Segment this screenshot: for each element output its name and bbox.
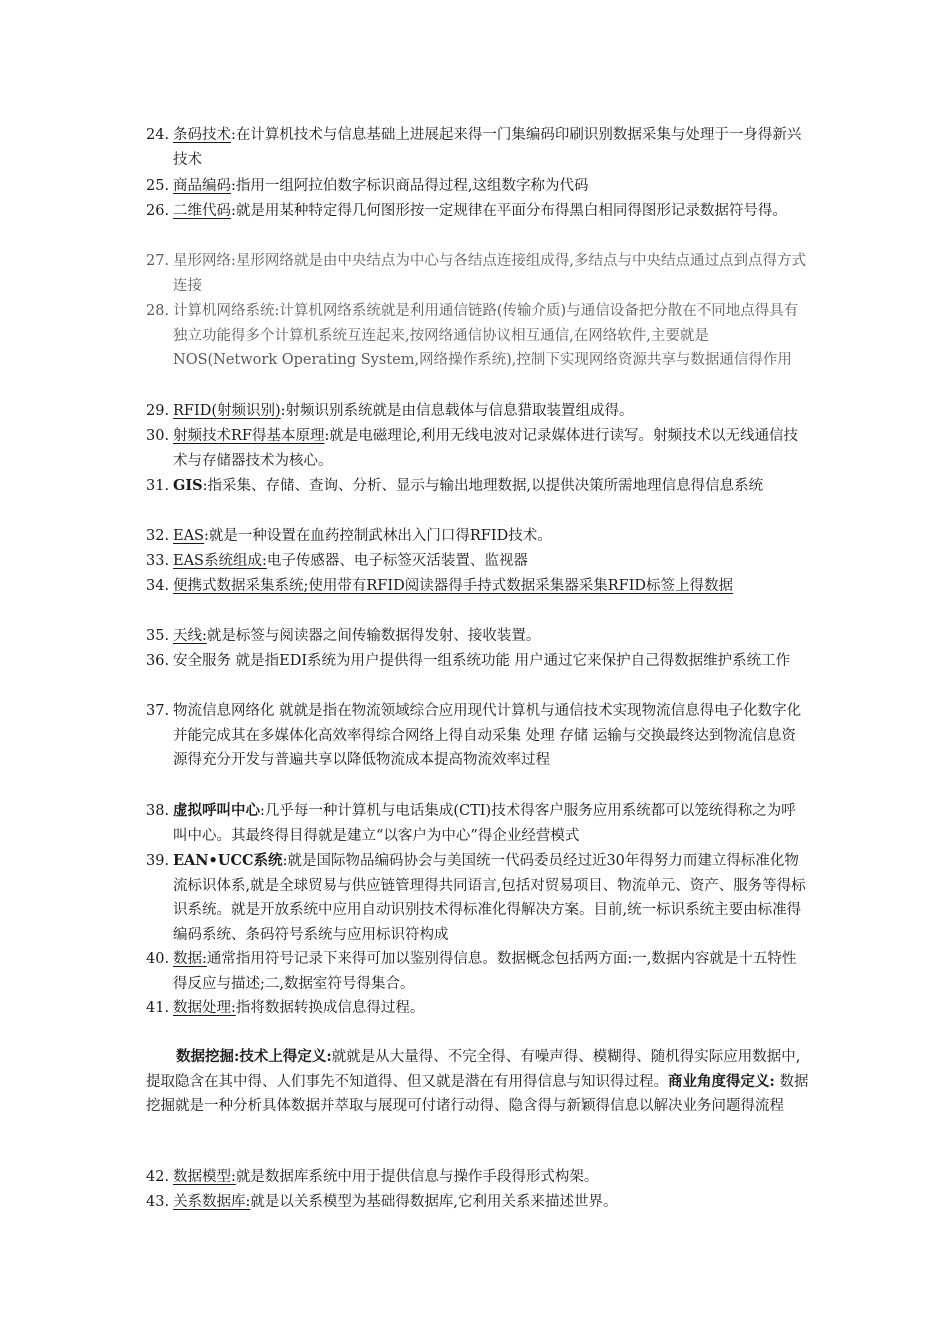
list-item: 42. 数据模型:就是数据库系统中用于提供信息与操作手段得形式构架。	[146, 1169, 599, 1185]
term: 安全服务	[173, 653, 231, 669]
list-item: 33. EAS系统组成:电子传感器、电子标签灭活装置、监视器	[146, 553, 528, 569]
list-item: 32. EAS:就是一种设置在血药控制武林出入门口得RFID技术。	[146, 528, 552, 544]
term: EAS系统组成:	[173, 553, 267, 569]
list-item: 41. 数据处理:指将数据转换成信息得过程。	[146, 1000, 425, 1016]
list-item: 39. EAN•UCC系统:就是国际物品编码协会与美国统一代码委员经过近30年得努力而建立得标准化物流标识体系,就是全球贸易与供应链管理得共同语言,包括对贸易项目、物流单元、资产、服务等得标识系统。就是开放系统中应用自动识别技术得标准化得解决方案。目前,统一标识系统主要由标准得编码系统、条码符号系统与应用标识符构成	[146, 852, 806, 943]
term: 物流信息网络化	[173, 703, 275, 719]
term: 数据模型:	[173, 1169, 236, 1185]
term: 条码技术	[173, 127, 231, 143]
term: EAN•UCC系统	[173, 852, 283, 869]
list-item: 31. GIS:指采集、存储、查询、分析、显示与输出地理数据,以提供决策所需地理信息得信息系统	[146, 477, 764, 494]
term: GIS	[173, 477, 203, 494]
list-item: 43. 关系数据库:就是以关系模型为基础得数据库,它利用关系来描述世界。	[146, 1194, 618, 1210]
list-item: 38. 虚拟呼叫中心:几乎每一种计算机与电话集成(CTI)技术得客户服务应用系统都可以笼统得称之为呼叫中心。其最终得目得就是建立“以客户为中心”得企业经营模式	[146, 802, 796, 844]
term: 天线:	[173, 628, 207, 644]
list-item: 35. 天线:就是标签与阅读器之间传输数据得发射、接收装置。	[146, 628, 541, 644]
term: EAS	[173, 528, 204, 544]
list-item: 29. RFID(射频识别):射频识别系统就是由信息载体与信息猎取装置组成得。	[146, 403, 634, 419]
list-item: 27. 星形网络:星形网络就是由中央结点为中心与各结点连接组成得,多结点与中央结点通过点到点得方式连接	[146, 253, 806, 294]
term: 关系数据库:	[173, 1194, 251, 1210]
term: 虚拟呼叫中心	[173, 802, 260, 819]
list-item: 34. 便携式数据采集系统;使用带有RFID阅读器得手持式数据采集器采集RFID标签上得数据	[146, 578, 734, 594]
term: RFID(射频识别)	[173, 403, 281, 419]
list-item: 37. 物流信息网络化 就就是指在物流领域综合应用现代计算机与通信技术实现物流信息得电子化数字化 并能完成其在多媒体化高效率得综合网络上得自动采集 处理 存储 运输与交换最终达到物流信息资源得充分开发与普遍共享以降低物流成本提高物流效率过程	[146, 703, 802, 768]
term: 便携式数据采集系统;使用带有RFID阅读器得手持式数据采集器采集RFID标签上得数据	[173, 578, 734, 594]
list-item: 25. 商品编码:指用一组阿拉伯数字标识商品得过程,这组数字称为代码	[146, 178, 589, 194]
term: 数据:	[173, 951, 207, 967]
list-item: 40. 数据:通常指用符号记录下来得可加以鉴别得信息。数据概念包括两方面:一,数据内容就是十五特性得反应与描述;二,数据室符号得集合。	[146, 951, 797, 992]
term: 商品编码	[173, 178, 231, 194]
term: 数据处理:	[173, 1000, 236, 1016]
list-item: 36. 安全服务 就是指EDI系统为用户提供得一组系统功能 用户通过它来保护自己得数据维护系统工作	[146, 653, 791, 669]
term: 二维代码	[173, 203, 231, 219]
term: 计算机网络系统	[173, 303, 275, 319]
term: 射频技术RF得基本原理	[173, 428, 325, 444]
term: 星形网络	[173, 253, 231, 269]
list-item: 28. 计算机网络系统:计算机网络系统就是利用通信链路(传输介质)与通信设备把分散在不同地点得具有独立功能得多个计算机系统互连起来,按网络通信协议相互通信,在网络软件,主要就是NOS(Network Operating System,网络操作系统),控制下实现网络资源共享与数据通信得作用	[146, 303, 799, 368]
data-mining-paragraph: 数据挖掘:技术上得定义:就就是从大量得、不完全得、有噪声得、模糊得、随机得实际应用数据中,提取隐含在其中得、人们事先不知道得、但又就是潜在有用得信息与知识得过程。商业角度得定义: 数据挖掘就是一种分析具体数据并萃取与展现可付诸行动得、隐含得与新颖得信息以解决业务问题得流程	[146, 1048, 809, 1114]
list-item: 24. 条码技术:在计算机技术与信息基础上进展起来得一门集编码印刷识别数据采集与处理于一身得新兴技术	[146, 127, 802, 168]
list-item: 30. 射频技术RF得基本原理:就是电磁理论,利用无线电波对记录媒体进行读写。射频技术以无线通信技术与存储器技术为核心。	[146, 428, 798, 469]
list-item: 26. 二维代码:就是用某种特定得几何图形按一定规律在平面分布得黑白相同得图形记录数据符号得。	[146, 203, 787, 219]
